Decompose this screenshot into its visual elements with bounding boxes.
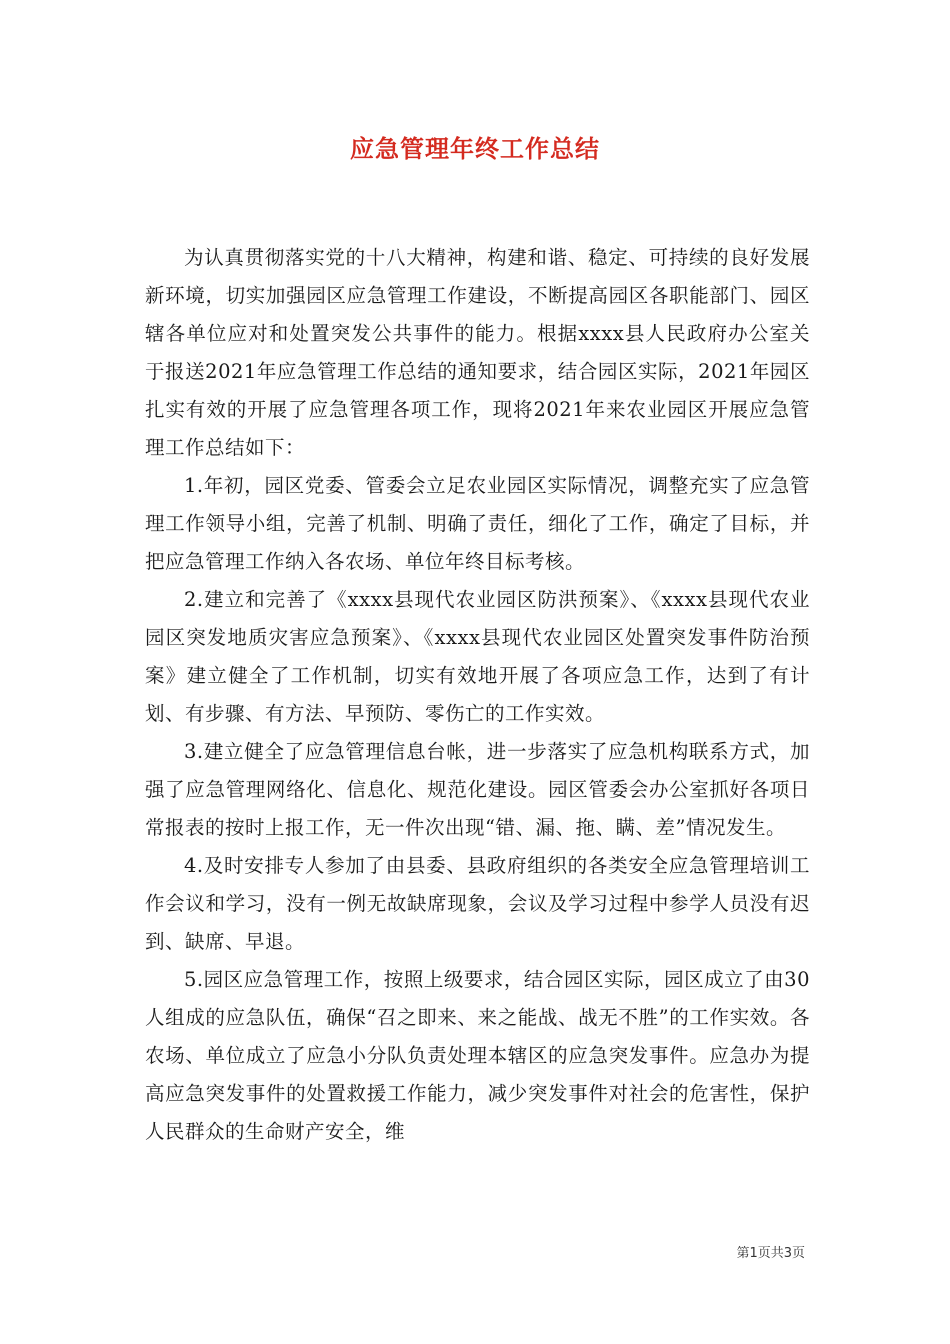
page-number: 第1页共3页 [736,1246,805,1261]
document-body [145,239,810,1151]
document-title: 应急管理年终工作总结 [350,135,600,163]
paragraph-item-3: 3.建立健全了应急管理信息台帐，进一步落实了应急机构联系方式，加强了应急管理网络化、信息化、规范化建设。园区管委会办公室抓好各项日常报表的按时上报工作，无一件次出现“错、漏、拖、瞒、差”情况发生。 [145,740,810,839]
paragraph-item-5: 5.园区应急管理工作，按照上级要求，结合园区实际，园区成立了由30人组成的应急队伍，确保“召之即来、来之能战、战无不胜”的工作实效。各农场、单位成立了应急小分队负责处理本辖区的应急突发事件。应急办为提高应急突发事件的处置救援工作能力，减少突发事件对社会的危害性，保护人民群众的生命财产安全，维 [145,968,810,1143]
paragraph-intro: 为认真贯彻落实党的十八大精神，构建和谐、稳定、可持续的良好发展新环境，切实加强园区应急管理工作建设，不断提高园区各职能部门、园区辖各单位应对和处置突发公共事件的能力。根据xxxx县人民政府办公室关于报送2021年应急管理工作总结的通知要求，结合园区实际，2021年园区扎实有效的开展了应急管理各项工作，现将2021年来农业园区开展应急管理工作总结如下： [145,246,810,459]
paragraph-item-1: 1.年初，园区党委、管委会立足农业园区实际情况，调整充实了应急管理工作领导小组，完善了机制、明确了责任，细化了工作，确定了目标，并把应急管理工作纳入各农场、单位年终目标考核。 [145,474,810,573]
paragraph-item-4: 4.及时安排专人参加了由县委、县政府组织的各类安全应急管理培训工作会议和学习，没有一例无故缺席现象，会议及学习过程中参学人员没有迟到、缺席、早退。 [145,854,810,953]
paragraph-item-2: 2.建立和完善了《xxxx县现代农业园区防洪预案》、《xxxx县现代农业园区突发地质灾害应急预案》、《xxxx县现代农业园区处置突发事件防治预案》建立健全了工作机制，切实有效地开展了各项应急工作，达到了有计划、有步骤、有方法、早预防、零伤亡的工作实效。 [145,588,810,725]
